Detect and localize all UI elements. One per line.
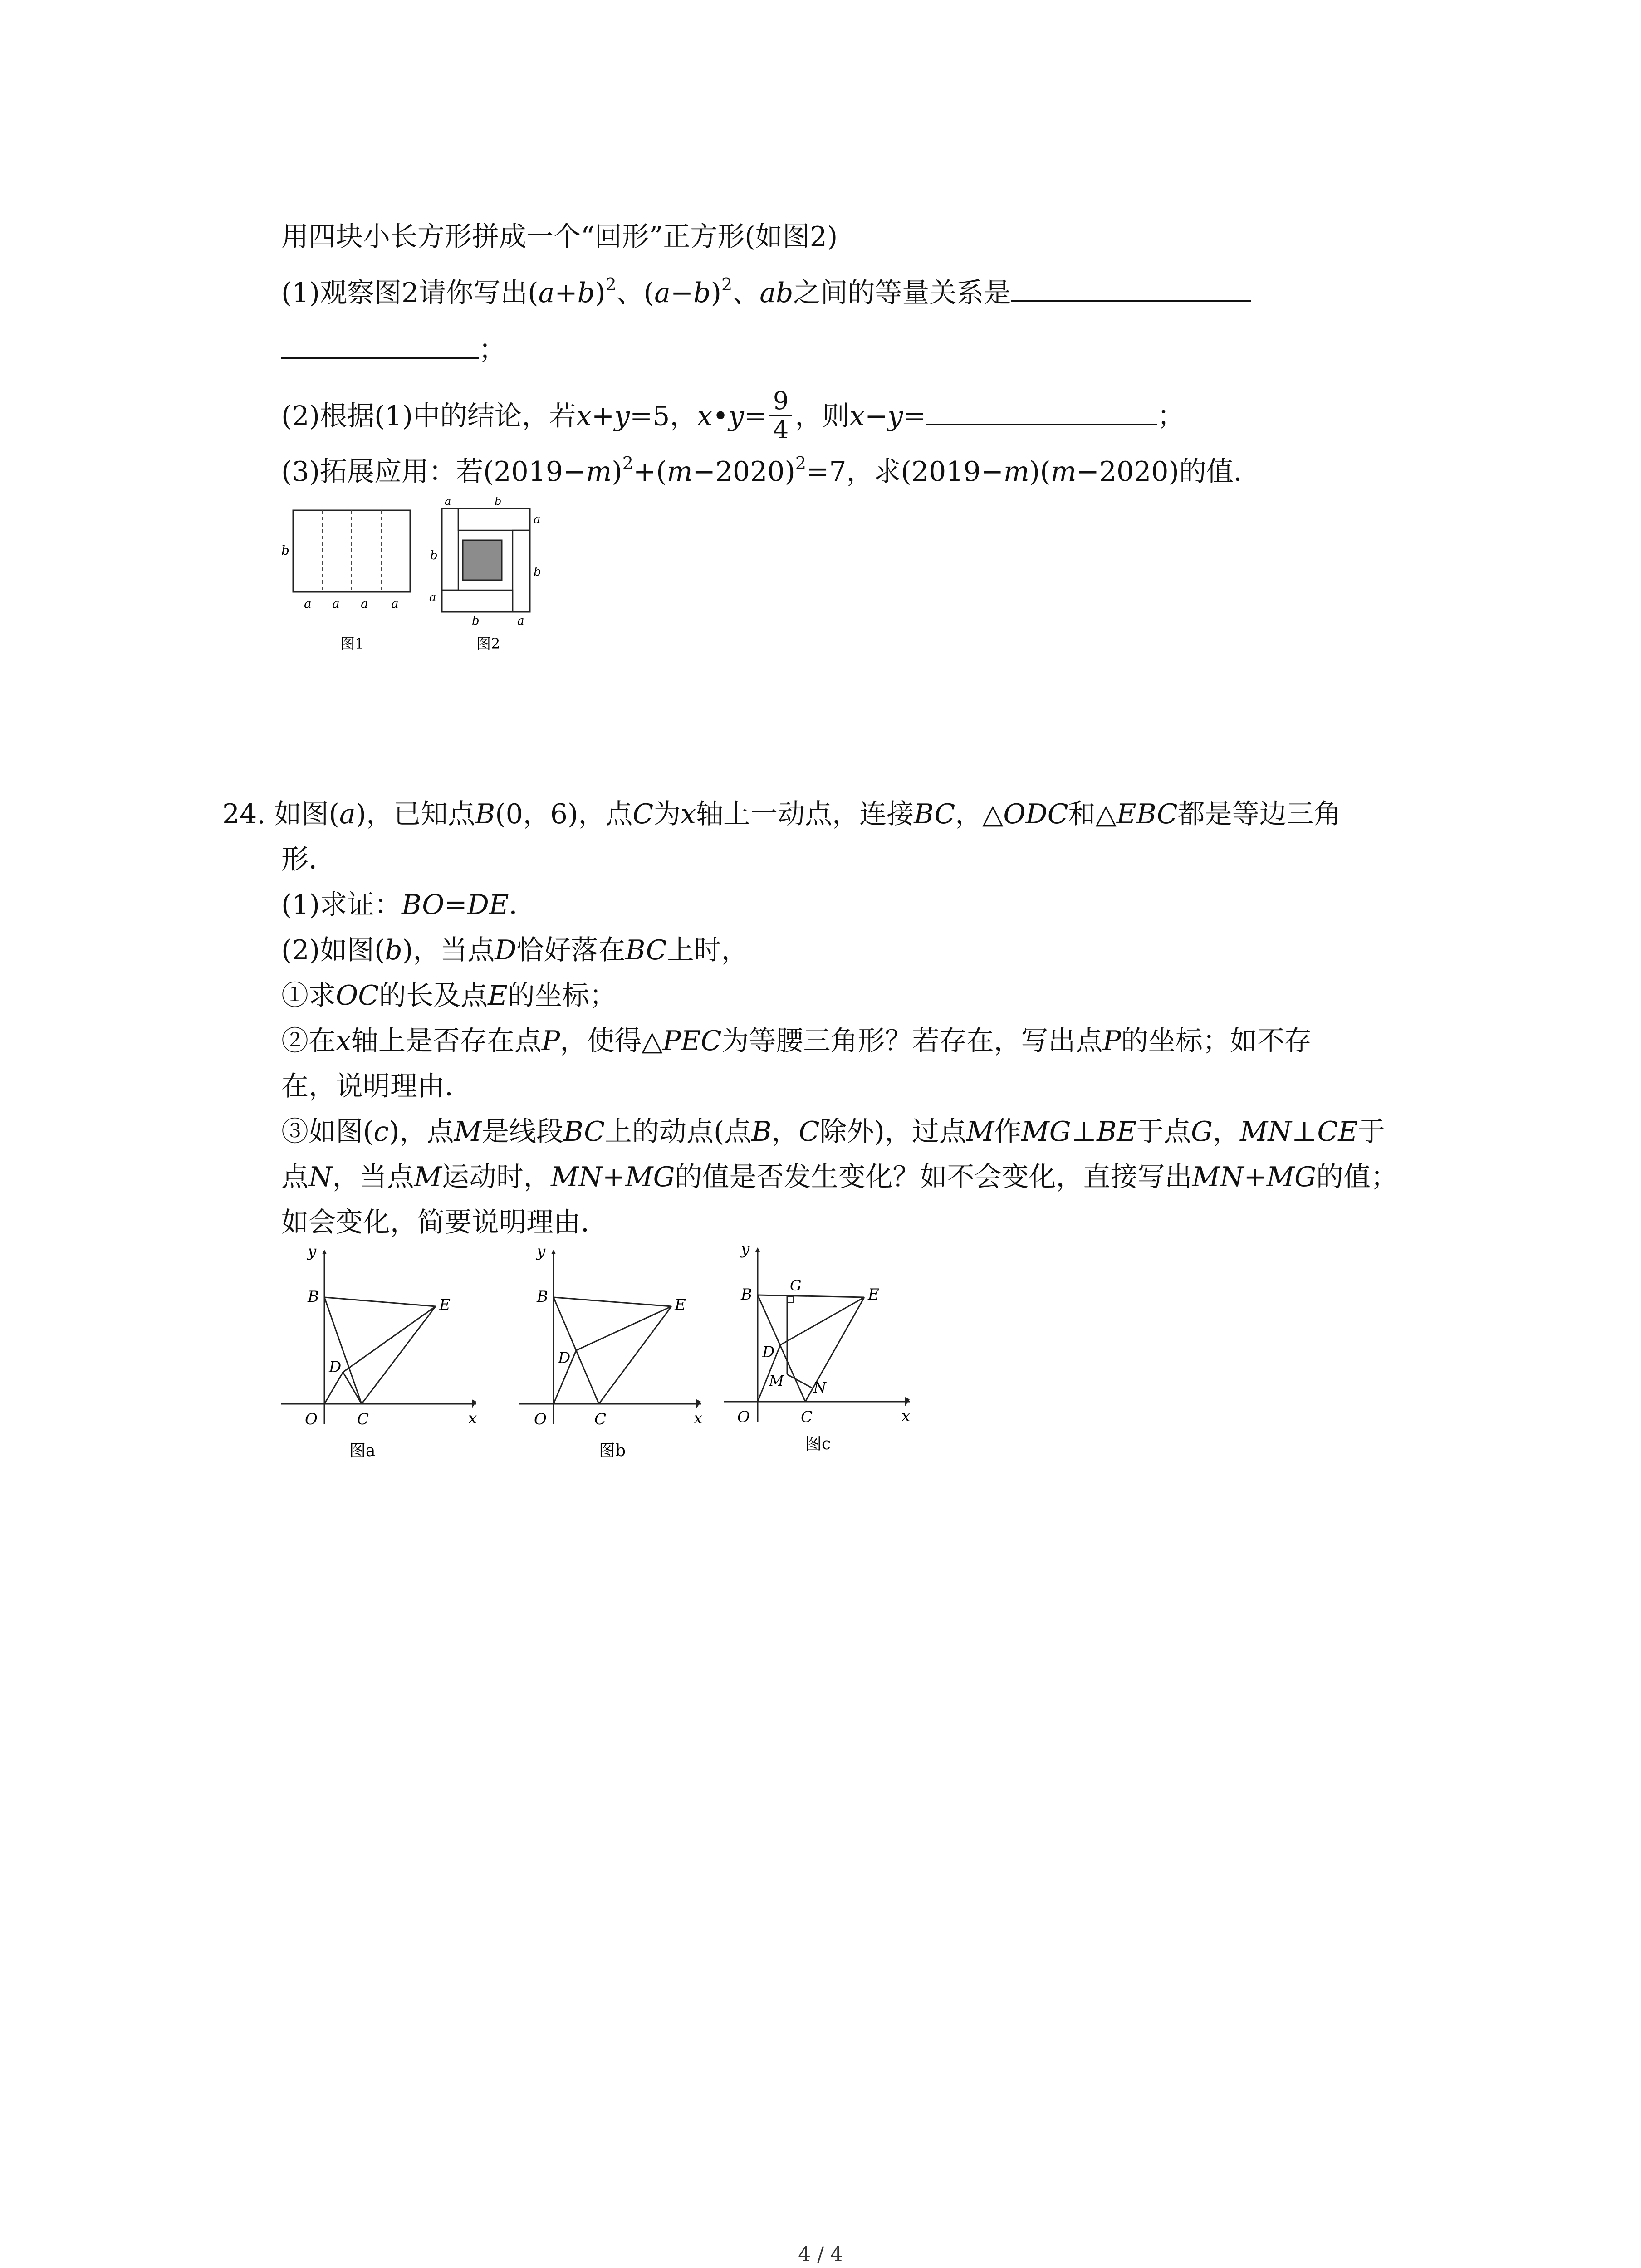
figure-2 bbox=[429, 497, 541, 652]
fig2-label-a-left: a bbox=[429, 591, 436, 604]
figure-b bbox=[519, 1243, 702, 1460]
q23-intro: 用四块小长方形拼成一个“回形”正方形(如图2) bbox=[281, 221, 838, 253]
q24-sub2-cont: 在，说明理由． bbox=[281, 1070, 472, 1102]
q24-line2: 形． bbox=[281, 844, 336, 875]
figc-E: E bbox=[868, 1286, 879, 1304]
figa-E: E bbox=[439, 1296, 451, 1314]
fig2-label-b-left: b bbox=[430, 549, 438, 562]
figb-D: D bbox=[558, 1349, 571, 1367]
fig1-label-a1: a bbox=[304, 596, 312, 611]
figb-C: C bbox=[594, 1410, 607, 1428]
figure-c bbox=[724, 1243, 910, 1453]
fig1-label-a2: a bbox=[332, 596, 340, 611]
figb-caption: 图b bbox=[599, 1442, 626, 1460]
q24-sub3-cont1: 点N，当点M运动时，MN+MG的值是否发生变化？如不会变化，直接写出MN+MG的值； bbox=[281, 1161, 1398, 1193]
page-number: 4 / 4 bbox=[798, 2243, 843, 2266]
fraction-nine-quarters: $\frac{9}{4}$ bbox=[769, 387, 792, 444]
fig2-label-b-right: b bbox=[534, 565, 541, 579]
q24-figures bbox=[272, 1243, 930, 1479]
figc-G: G bbox=[790, 1277, 802, 1294]
q23-part1: (1)观察图2请你写出$(a+b)^2$、$(a-b)^2$、ab之间的等量关系是 bbox=[281, 272, 1251, 311]
figure-1 bbox=[281, 510, 410, 652]
figc-y: y bbox=[741, 1243, 750, 1258]
q24-line1: 24. 如图(a)，已知点B(0，6)，点C为x轴上一动点，连接BC，△ODC和△EBC都是等边三角 bbox=[222, 798, 1341, 830]
q24-sub1: ①求OC的长及点E的坐标； bbox=[281, 980, 617, 1012]
fig1-label-a4: a bbox=[391, 596, 399, 611]
figa-caption: 图a bbox=[349, 1442, 376, 1460]
fig2-label-a-top: a bbox=[445, 497, 451, 508]
figa-D: D bbox=[329, 1358, 342, 1376]
q23-figures bbox=[272, 497, 567, 669]
figc-caption: 图c bbox=[805, 1435, 831, 1453]
fig2-label-a-bottom: a bbox=[517, 614, 524, 628]
q23-part3: (3)拓展应用：若$(2019-m)^2+(m-2020)^2=7$，求(2019−m)(m−2020)的值． bbox=[281, 453, 1261, 488]
figc-M: M bbox=[769, 1372, 784, 1389]
fig1-label-b: b bbox=[281, 543, 289, 558]
figb-B: B bbox=[537, 1288, 548, 1306]
figb-y: y bbox=[537, 1243, 546, 1261]
figa-O: O bbox=[305, 1410, 318, 1428]
figc-D: D bbox=[762, 1343, 775, 1361]
figc-C: C bbox=[801, 1408, 813, 1426]
figc-N: N bbox=[813, 1379, 826, 1396]
q24-part2: (2)如图(b)，当点D恰好落在BC上时， bbox=[281, 934, 749, 966]
answer-blank-1[interactable] bbox=[1011, 272, 1251, 302]
fig2-label-a-right: a bbox=[534, 513, 541, 526]
q24-sub3: ③如图(c)，点M是线段BC上的动点(点B，C除外)，过点M作MG⊥BE于点G，MN⊥CE于 bbox=[281, 1116, 1386, 1148]
fig2-label-b-bottom: b bbox=[472, 614, 480, 628]
figc-B: B bbox=[741, 1286, 752, 1304]
figb-O: O bbox=[534, 1410, 547, 1428]
q24-sub3-cont2: 如会变化，简要说明理由． bbox=[281, 1207, 608, 1238]
figb-E: E bbox=[675, 1296, 686, 1314]
q24-part1: (1)求证：BO=DE． bbox=[281, 889, 536, 921]
fig1-caption: 图1 bbox=[340, 635, 364, 652]
fig1-label-a3: a bbox=[361, 596, 368, 611]
q23-part2: (2)根据(1)中的结论，若x+y=5，x•y= $\frac{9}{4}$ ，则x−y= ； bbox=[281, 386, 1185, 444]
figc-O: O bbox=[737, 1408, 750, 1426]
q24-sub2: ②在x轴上是否存在点P，使得△PEC为等腰三角形？若存在，写出点P的坐标；如不存 bbox=[281, 1025, 1312, 1057]
q23-part1-cont: ； bbox=[281, 329, 506, 368]
figa-y: y bbox=[308, 1243, 317, 1261]
figure-a bbox=[281, 1243, 477, 1460]
figa-C: C bbox=[357, 1410, 369, 1428]
answer-blank-2[interactable] bbox=[926, 396, 1157, 425]
fig2-caption: 图2 bbox=[476, 635, 500, 652]
figa-x: x bbox=[468, 1409, 477, 1427]
answer-blank-1b[interactable] bbox=[281, 329, 479, 359]
figb-x: x bbox=[694, 1409, 703, 1427]
figa-B: B bbox=[308, 1288, 319, 1306]
figc-x: x bbox=[901, 1407, 911, 1425]
fig2-label-b-top: b bbox=[495, 497, 502, 508]
